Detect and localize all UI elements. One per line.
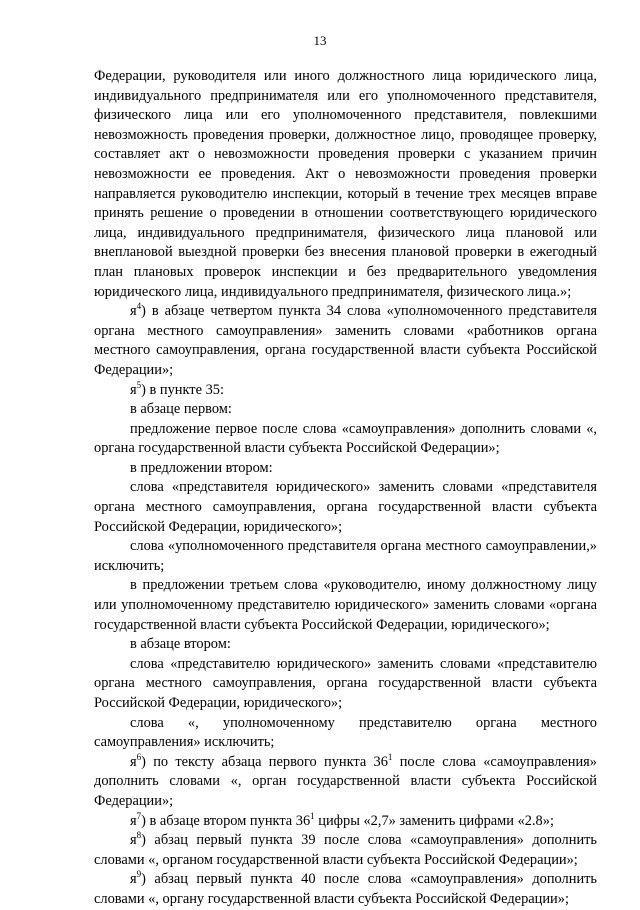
paragraph [94, 635, 597, 655]
paragraph-text: ) в пункте 35: [141, 381, 224, 398]
page-number: 13 [313, 33, 327, 48]
superscript: 9 [136, 869, 142, 880]
paragraph [94, 537, 597, 576]
paragraph-text: в абзаце первом: [130, 401, 232, 418]
superscript: 6 [136, 751, 142, 762]
paragraph-text: ) абзац первый пункта 40 после слова «самоуправления» дополнить словами «, органу государственной власти субъекта Российской Федерации»; [94, 871, 597, 907]
paragraph [94, 576, 597, 635]
paragraph-text: я [130, 753, 137, 770]
paragraph [94, 478, 597, 537]
superscript: 8 [136, 830, 142, 841]
document-body [94, 67, 597, 910]
paragraph-text: слова «, уполномоченному представителю органа местного самоуправления» исключить; [94, 714, 597, 751]
paragraph [94, 420, 597, 459]
paragraph [94, 302, 597, 380]
paragraph [94, 400, 597, 420]
superscript: 5 [136, 379, 142, 390]
paragraph-text: слова «представителю юридического» заменить словами «представителю органа местного самоуправления, органа государственной власти субъекта Российской Федерации, юридического»; [94, 655, 597, 711]
paragraph-text: цифры «2,7» заменить цифрами «2.8»; [314, 812, 554, 829]
paragraph [94, 67, 597, 302]
paragraph [94, 812, 597, 832]
paragraph-text: я [130, 832, 137, 849]
paragraph-text: Федерации, руководителя или иного должностного лица юридического лица, индивидуального предпринимателя или его уполномоченного представителя, физического лица или его уполномоченного представителя, повлекшими невозможность проведения проверки, должностное лицо, проводящее проверку, составляет акт о невозможности проведения проверки с указанием причин невозможности ее проведения. Акт о невозможности проведения проверки направляется руководителю инспекции, который в течение трех месяцев вправе принять решение о проведении в отношении соответствующего юридического лица, индивидуального предпринимателя, физического лица плановой или внеплановой выездной проверки без внесения плановой проверки в ежегодный план плановых проверок инспекции и без предварительного уведомления юридического лица, индивидуального предпринимателя, физического лица.»; [94, 68, 597, 300]
superscript: 7 [136, 810, 142, 821]
paragraph [94, 831, 597, 870]
paragraph [94, 655, 597, 714]
paragraph-text: в предложении втором: [130, 459, 273, 476]
paragraph-text: я [130, 303, 137, 320]
paragraph-text: в предложении третьем слова «руководителю, иному должностному лицу или уполномоченному представителю юридического» заменить словами «органа государственной власти субъекта Российской Федерации, юридического»; [94, 577, 597, 633]
paragraph-text: слова «уполномоченного представителя органа местного самоуправлении,» исключить; [94, 538, 597, 574]
paragraph-text: в абзаце втором: [130, 636, 231, 653]
paragraph-text: ) в абзаце втором пункта 36 [141, 812, 311, 829]
superscript: 1 [387, 751, 393, 762]
superscript: 1 [310, 810, 315, 821]
paragraph [94, 381, 597, 401]
paragraph-text: ) в абзаце четвертом пункта 34 слова «уполномоченного представителя органа местного самоуправления» заменить словами «работников органа местного самоуправления, органа государственной власти субъекта Российской Федерации»; [94, 303, 597, 378]
paragraph [94, 870, 597, 909]
paragraph [94, 459, 597, 479]
paragraph-text: ) по тексту абзаца первого пункта 36 [141, 753, 388, 770]
paragraph-text: я [130, 812, 137, 829]
superscript: 4 [136, 301, 142, 312]
paragraph-text: предложение первое после слова «самоуправления» дополнить словами «, органа государственной власти субъекта Российской Федерации»; [94, 420, 597, 457]
paragraph-text: слова «представителя юридического» заменить словами «представителя органа местного самоуправления, органа государственной власти субъекта Российской Федерации, юридического»; [94, 479, 597, 535]
paragraph-text: ) абзац первый пункта 39 после слова «самоуправления» дополнить словами «, органом государственной власти субъекта Российской Федерации»; [94, 832, 597, 868]
paragraph-text: я [130, 381, 137, 398]
paragraph [94, 753, 597, 812]
paragraph-text: после слова «самоуправления» дополнить словами «, орган государственной власти субъекта Российской Федерации»; [94, 753, 597, 809]
paragraph [94, 714, 597, 753]
paragraph-text: я [130, 871, 137, 888]
